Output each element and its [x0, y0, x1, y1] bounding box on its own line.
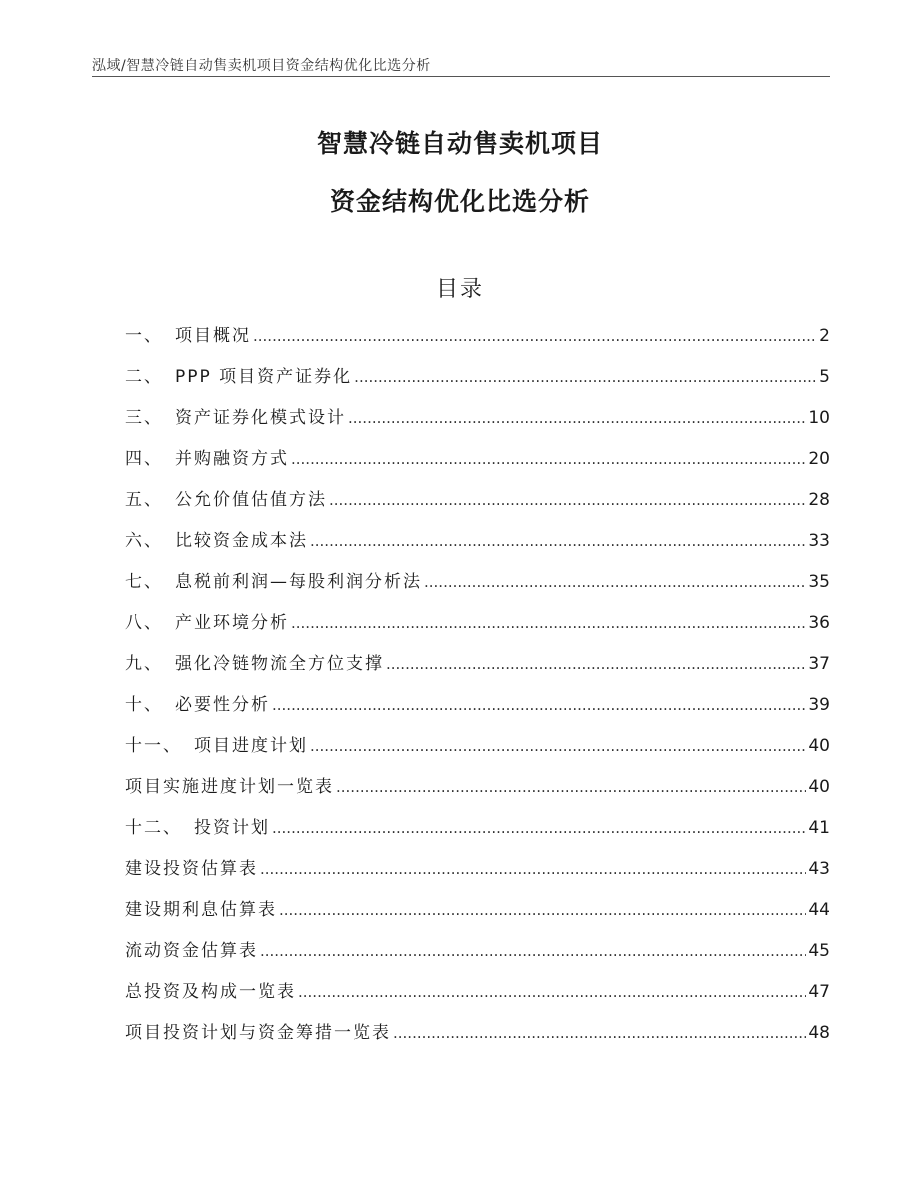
toc-entry-text — [125, 773, 334, 801]
toc-dot-leader — [386, 650, 806, 678]
toc-entry-text — [125, 486, 327, 514]
toc-entry[interactable] — [125, 814, 830, 855]
toc-entry-text — [125, 855, 258, 883]
toc-entry[interactable] — [125, 855, 830, 896]
toc-entry-text — [125, 322, 251, 350]
toc-entry-label: 资产证券化模式设计 — [175, 408, 346, 428]
toc-entry-text — [125, 527, 308, 555]
toc-dot-leader — [310, 527, 806, 555]
toc-entry[interactable] — [125, 732, 830, 773]
toc-entry-text — [125, 1019, 391, 1047]
toc-entry-label: 建设期利息估算表 — [125, 900, 277, 920]
toc-entry[interactable] — [125, 937, 830, 978]
toc-entry-page: 10 — [808, 408, 830, 428]
toc-entry-page: 39 — [808, 695, 830, 715]
toc-dot-leader — [260, 855, 806, 883]
toc-entry-text — [125, 609, 289, 637]
toc-entry[interactable] — [125, 609, 830, 650]
toc-entry-label: 息税前利润—每股利润分析法 — [175, 572, 422, 592]
toc-entry-label: 比较资金成本法 — [175, 531, 308, 551]
toc-entry[interactable] — [125, 486, 830, 527]
toc-entry-label: 项目概况 — [175, 326, 251, 346]
toc-entry-page: 40 — [808, 777, 830, 797]
toc-entry[interactable] — [125, 404, 830, 445]
toc-entry-number: 四、 — [125, 449, 163, 469]
toc-dot-leader — [310, 732, 806, 760]
toc-dot-leader — [424, 568, 806, 596]
toc-entry-label: PPP 项目资产证券化 — [175, 367, 353, 387]
toc-entry-label: 建设投资估算表 — [125, 859, 258, 879]
toc-entry[interactable] — [125, 527, 830, 568]
toc-entry[interactable] — [125, 363, 830, 404]
toc-entry-label: 总投资及构成一览表 — [125, 982, 296, 1002]
toc-entry[interactable] — [125, 445, 830, 486]
toc-entry-label: 并购融资方式 — [175, 449, 289, 469]
toc-entry-number: 九、 — [125, 654, 163, 674]
toc-entry-page: 43 — [808, 859, 830, 879]
toc-dot-leader — [354, 363, 817, 391]
toc-entry[interactable] — [125, 322, 830, 363]
toc-entry[interactable] — [125, 691, 830, 732]
toc-entry[interactable] — [125, 650, 830, 691]
toc-entry-page: 40 — [808, 736, 830, 756]
toc-dot-leader — [291, 609, 806, 637]
toc-entry-page: 35 — [808, 572, 830, 592]
toc-entry-page: 33 — [808, 531, 830, 551]
toc-entry-number: 五、 — [125, 490, 163, 510]
document-title-line-2: 资金结构优化比选分析 — [329, 187, 590, 216]
toc-entry-page: 41 — [808, 818, 830, 838]
toc-entry-number: 十、 — [125, 695, 163, 715]
toc-entry-page: 44 — [808, 900, 830, 920]
table-of-contents — [125, 322, 830, 1060]
toc-dot-leader — [298, 978, 806, 1006]
toc-dot-leader — [393, 1019, 806, 1047]
toc-entry-label: 流动资金估算表 — [125, 941, 258, 961]
toc-entry-page: 48 — [808, 1023, 830, 1043]
toc-entry[interactable] — [125, 978, 830, 1019]
running-header: 泓域/智慧冷链自动售卖机项目资金结构优化比选分析 — [92, 58, 431, 74]
toc-entry-text — [125, 363, 352, 391]
toc-entry-number: 八、 — [125, 613, 163, 633]
toc-entry-text — [125, 937, 258, 965]
toc-entry-text — [125, 814, 270, 842]
toc-entry-label: 项目投资计划与资金筹措一览表 — [125, 1023, 391, 1043]
toc-entry[interactable] — [125, 1019, 830, 1060]
toc-entry-text — [125, 732, 308, 760]
toc-entry-text — [125, 568, 422, 596]
document-title-line-1: 智慧冷链自动售卖机项目 — [316, 129, 603, 158]
toc-dot-leader — [291, 445, 806, 473]
toc-entry-text — [125, 650, 384, 678]
toc-entry-number: 七、 — [125, 572, 163, 592]
toc-dot-leader — [279, 896, 806, 924]
toc-entry-number: 十二、 — [125, 818, 182, 838]
toc-dot-leader — [272, 814, 806, 842]
toc-entry-label: 必要性分析 — [175, 695, 270, 715]
toc-entry-label: 项目实施进度计划一览表 — [125, 777, 334, 797]
header-rule — [92, 76, 830, 77]
toc-entry-page: 20 — [808, 449, 830, 469]
toc-entry[interactable] — [125, 896, 830, 937]
toc-entry-text — [125, 978, 296, 1006]
toc-dot-leader — [329, 486, 806, 514]
toc-entry-text — [125, 445, 289, 473]
toc-entry-page: 47 — [808, 982, 830, 1002]
toc-dot-leader — [348, 404, 806, 432]
toc-entry-page: 5 — [819, 367, 830, 387]
toc-entry-text — [125, 404, 346, 432]
toc-entry-page: 45 — [808, 941, 830, 961]
toc-dot-leader — [260, 937, 806, 965]
toc-entry-number: 二、 — [125, 367, 163, 387]
toc-entry[interactable] — [125, 568, 830, 609]
toc-entry-page: 37 — [808, 654, 830, 674]
toc-entry-text — [125, 896, 277, 924]
toc-entry-page: 36 — [808, 613, 830, 633]
toc-entry-label: 强化冷链物流全方位支撑 — [175, 654, 384, 674]
toc-dot-leader — [253, 322, 817, 350]
toc-entry-label: 投资计划 — [194, 818, 270, 838]
toc-entry-label: 公允价值估值方法 — [175, 490, 327, 510]
toc-dot-leader — [272, 691, 806, 719]
toc-entry-page: 28 — [808, 490, 830, 510]
toc-entry-label: 项目进度计划 — [194, 736, 308, 756]
toc-entry-text — [125, 691, 270, 719]
toc-entry-number: 三、 — [125, 408, 163, 428]
toc-heading: 目录 — [435, 277, 484, 302]
toc-dot-leader — [336, 773, 806, 801]
toc-entry-number: 一、 — [125, 326, 163, 346]
toc-entry[interactable] — [125, 773, 830, 814]
toc-entry-number: 十一、 — [125, 736, 182, 756]
toc-entry-label: 产业环境分析 — [175, 613, 289, 633]
toc-entry-page: 2 — [819, 326, 830, 346]
toc-entry-number: 六、 — [125, 531, 163, 551]
